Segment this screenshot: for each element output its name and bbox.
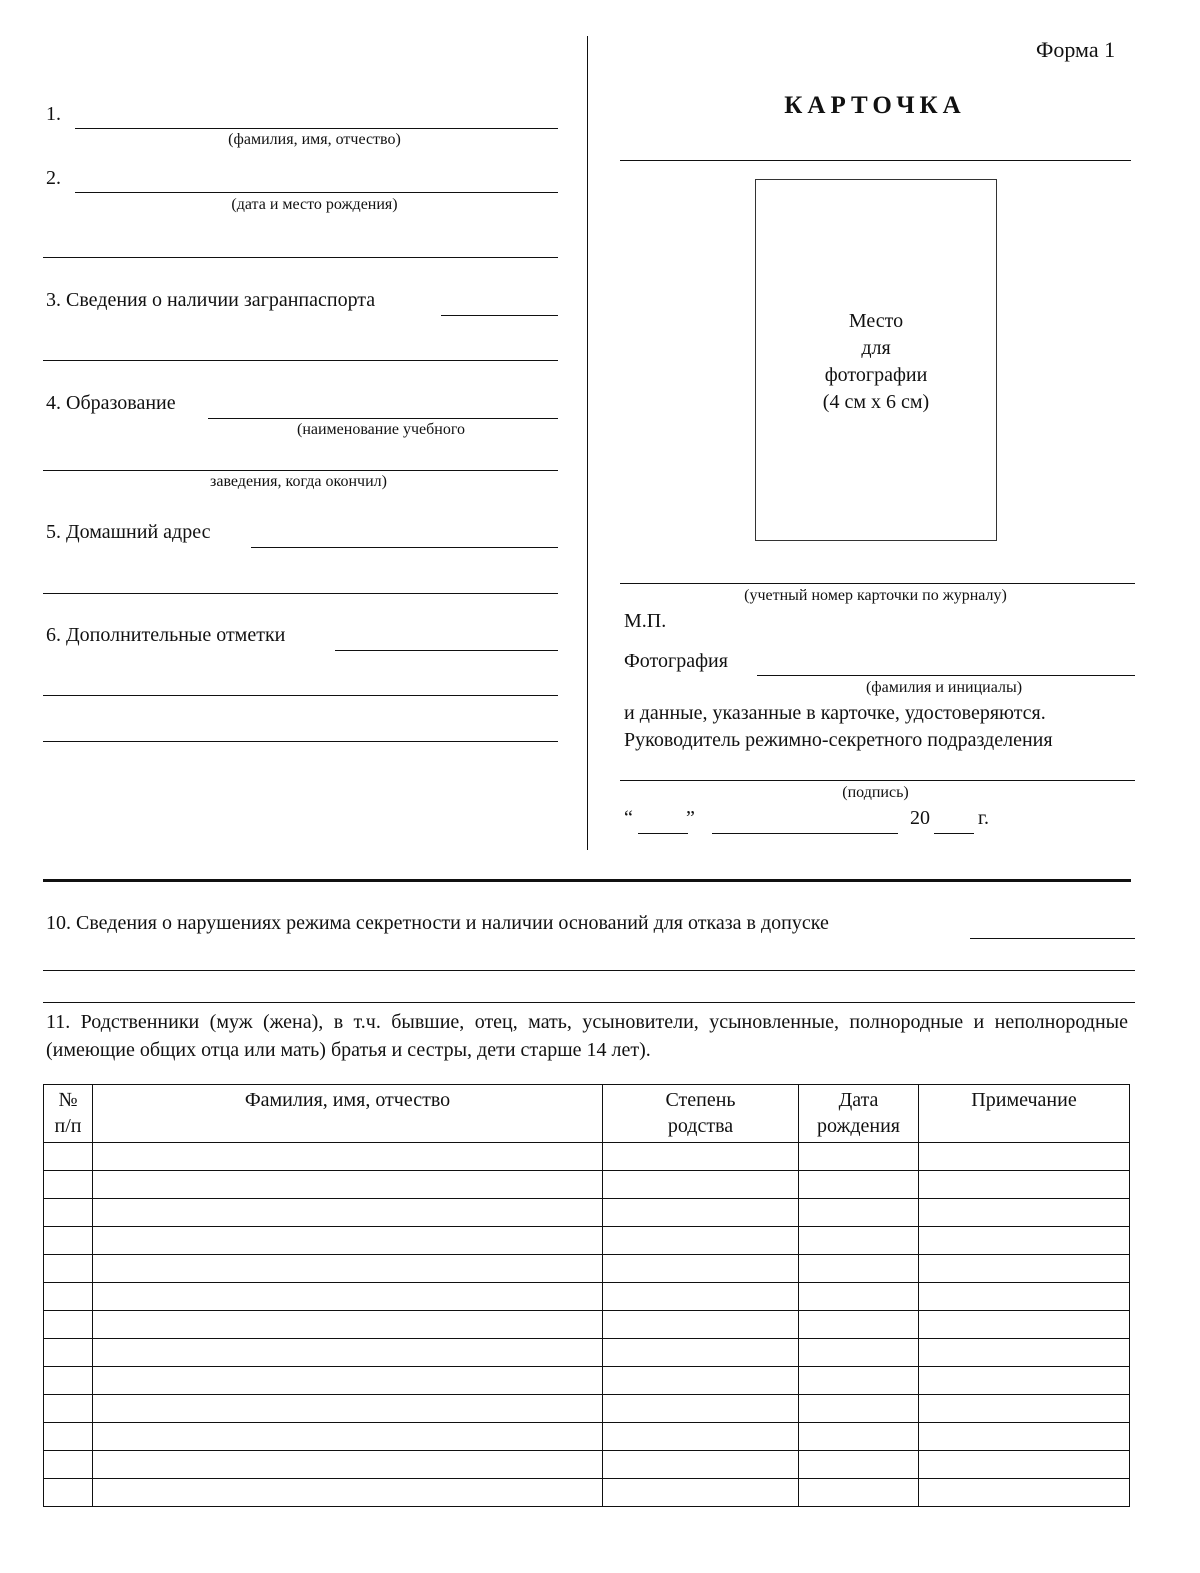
relatives-table-body [44, 1143, 1130, 1507]
passport-field[interactable] [441, 287, 558, 316]
date-close-quote: ” [686, 807, 695, 829]
cell-note[interactable] [919, 1311, 1130, 1339]
year-suffix: г. [978, 807, 989, 829]
column-divider [587, 36, 588, 850]
education-field[interactable] [208, 390, 558, 419]
cell-name[interactable] [93, 1339, 603, 1367]
cell-number[interactable] [44, 1423, 93, 1451]
col-relation-header: Степень родства [603, 1085, 799, 1143]
cell-number[interactable] [44, 1311, 93, 1339]
cell-birthdate[interactable] [799, 1395, 919, 1423]
cell-relation[interactable] [603, 1367, 799, 1395]
signature-caption: (подпись) [842, 784, 909, 801]
stamp-place: М.П. [624, 610, 667, 632]
cell-relation[interactable] [603, 1395, 799, 1423]
table-row [44, 1227, 1130, 1255]
cell-number[interactable] [44, 1143, 93, 1171]
form-number: Форма 1 [1036, 37, 1116, 62]
additional-notes-field-2[interactable] [43, 667, 558, 696]
cell-number[interactable] [44, 1479, 93, 1507]
cell-note[interactable] [919, 1423, 1130, 1451]
cell-birthdate[interactable] [799, 1227, 919, 1255]
cell-number[interactable] [44, 1339, 93, 1367]
additional-notes-field-3[interactable] [43, 713, 558, 742]
cell-birthdate[interactable] [799, 1283, 919, 1311]
item1-number: 1. [46, 103, 61, 125]
birth-date-place-field[interactable] [75, 164, 558, 193]
cell-relation[interactable] [603, 1199, 799, 1227]
violations-label: 10. Сведения о нарушениях режима секретности и наличии оснований для отказа в допуске [46, 912, 829, 934]
full-name-field[interactable] [75, 100, 558, 129]
date-year-field[interactable] [934, 805, 974, 834]
cell-relation[interactable] [603, 1339, 799, 1367]
cell-birthdate[interactable] [799, 1311, 919, 1339]
cell-relation[interactable] [603, 1311, 799, 1339]
cell-name[interactable] [93, 1227, 603, 1255]
passport-field-2[interactable] [43, 332, 558, 361]
cell-note[interactable] [919, 1255, 1130, 1283]
table-row [44, 1479, 1130, 1507]
date-month-field[interactable] [712, 805, 898, 834]
cell-name[interactable] [93, 1311, 603, 1339]
head-text: Руководитель режимно-секретного подразделения [624, 729, 1053, 751]
col-number-header: № п/п [44, 1085, 93, 1143]
cell-note[interactable] [919, 1143, 1130, 1171]
home-address-label: 5. Домашний адрес [46, 521, 211, 543]
photo-owner-field[interactable] [757, 647, 1135, 676]
table-row [44, 1143, 1130, 1171]
cell-name[interactable] [93, 1143, 603, 1171]
violations-field-3[interactable] [43, 974, 1135, 1003]
additional-notes-field[interactable] [335, 622, 558, 651]
item2-number: 2. [46, 167, 61, 189]
cell-relation[interactable] [603, 1171, 799, 1199]
cell-number[interactable] [44, 1395, 93, 1423]
photo-owner-caption: (фамилия и инициалы) [865, 679, 1023, 696]
education-field-2[interactable] [43, 442, 558, 471]
cell-relation[interactable] [603, 1451, 799, 1479]
passport-label: 3. Сведения о наличии загранпаспорта [46, 289, 376, 311]
table-row [44, 1451, 1130, 1479]
table-row [44, 1423, 1130, 1451]
col-birthdate-header: Дата рождения [799, 1085, 919, 1143]
cell-number[interactable] [44, 1367, 93, 1395]
cell-birthdate[interactable] [799, 1423, 919, 1451]
cell-birthdate[interactable] [799, 1199, 919, 1227]
table-row [44, 1255, 1130, 1283]
table-header-row [44, 1085, 1130, 1143]
col-note-header: Примечание [919, 1085, 1130, 1143]
full-name-caption: (фамилия, имя, отчество) [228, 131, 401, 148]
cell-note[interactable] [919, 1283, 1130, 1311]
table-row [44, 1311, 1130, 1339]
table-row [44, 1199, 1130, 1227]
date-day-field[interactable] [638, 805, 688, 834]
cell-birthdate[interactable] [799, 1451, 919, 1479]
cell-relation[interactable] [603, 1143, 799, 1171]
cell-note[interactable] [919, 1395, 1130, 1423]
cell-name[interactable] [93, 1283, 603, 1311]
birth-date-place-field-2[interactable] [43, 229, 558, 258]
cell-relation[interactable] [603, 1283, 799, 1311]
cell-number[interactable] [44, 1451, 93, 1479]
violations-field[interactable] [970, 910, 1135, 939]
card-number-field[interactable] [620, 555, 1135, 584]
cell-name[interactable] [93, 1451, 603, 1479]
education-caption-1: (наименование учебного [296, 421, 466, 438]
cell-number[interactable] [44, 1255, 93, 1283]
table-row [44, 1395, 1130, 1423]
photo-placeholder-text: Место для фотографии (4 см х 6 см) [822, 310, 930, 413]
card-number-caption: (учетный номер карточки по журналу) [744, 587, 1007, 604]
cell-name[interactable] [93, 1199, 603, 1227]
cell-name[interactable] [93, 1367, 603, 1395]
table-row [44, 1339, 1130, 1367]
cell-relation[interactable] [603, 1227, 799, 1255]
cell-birthdate[interactable] [799, 1339, 919, 1367]
cell-number[interactable] [44, 1199, 93, 1227]
cell-number[interactable] [44, 1227, 93, 1255]
birth-date-place-caption: (дата и место рождения) [231, 196, 398, 213]
photo-label: Фотография [624, 650, 728, 672]
cell-note[interactable] [919, 1227, 1130, 1255]
photo-placeholder [755, 179, 997, 541]
home-address-field[interactable] [251, 519, 558, 548]
cell-birthdate[interactable] [799, 1367, 919, 1395]
relatives-description: 11. Родственники (муж (жена), в т.ч. бывшие, отец, мать, усыновители, усыновленные, полнородные и неполнородные (имеющие общих отца или мать) братья и сестры, дети старше 14 лет). [46, 1011, 1128, 1061]
title-underline [620, 160, 1131, 161]
violations-field-2[interactable] [43, 942, 1135, 971]
cell-birthdate[interactable] [799, 1255, 919, 1283]
home-address-field-2[interactable] [43, 565, 558, 594]
cell-note[interactable] [919, 1367, 1130, 1395]
cell-relation[interactable] [603, 1423, 799, 1451]
cell-birthdate[interactable] [799, 1479, 919, 1507]
card-title: КАРТОЧКА [784, 92, 966, 119]
cell-number[interactable] [44, 1283, 93, 1311]
cell-note[interactable] [919, 1451, 1130, 1479]
cell-name[interactable] [93, 1255, 603, 1283]
date-open-quote: “ [624, 807, 633, 829]
cell-number[interactable] [44, 1171, 93, 1199]
education-label: 4. Образование [46, 392, 176, 414]
cell-note[interactable] [919, 1171, 1130, 1199]
cell-name[interactable] [93, 1479, 603, 1507]
cell-name[interactable] [93, 1395, 603, 1423]
cell-relation[interactable] [603, 1479, 799, 1507]
cell-note[interactable] [919, 1339, 1130, 1367]
education-caption-2: заведения, когда окончил) [210, 473, 387, 490]
certify-text: и данные, указанные в карточке, удостоверяются. [624, 702, 1046, 724]
cell-name[interactable] [93, 1171, 603, 1199]
col-name-header: Фамилия, имя, отчество [93, 1085, 603, 1143]
table-row [44, 1283, 1130, 1311]
cell-name[interactable] [93, 1423, 603, 1451]
cell-birthdate[interactable] [799, 1143, 919, 1171]
cell-relation[interactable] [603, 1255, 799, 1283]
cell-note[interactable] [919, 1199, 1130, 1227]
signature-field[interactable] [620, 752, 1135, 781]
relatives-table [43, 1084, 1130, 1507]
table-row [44, 1171, 1130, 1199]
additional-notes-label: 6. Дополнительные отметки [46, 624, 286, 646]
year-prefix: 20 [910, 807, 930, 829]
section-separator [43, 879, 1131, 882]
table-row [44, 1367, 1130, 1395]
cell-birthdate[interactable] [799, 1171, 919, 1199]
cell-note[interactable] [919, 1479, 1130, 1507]
